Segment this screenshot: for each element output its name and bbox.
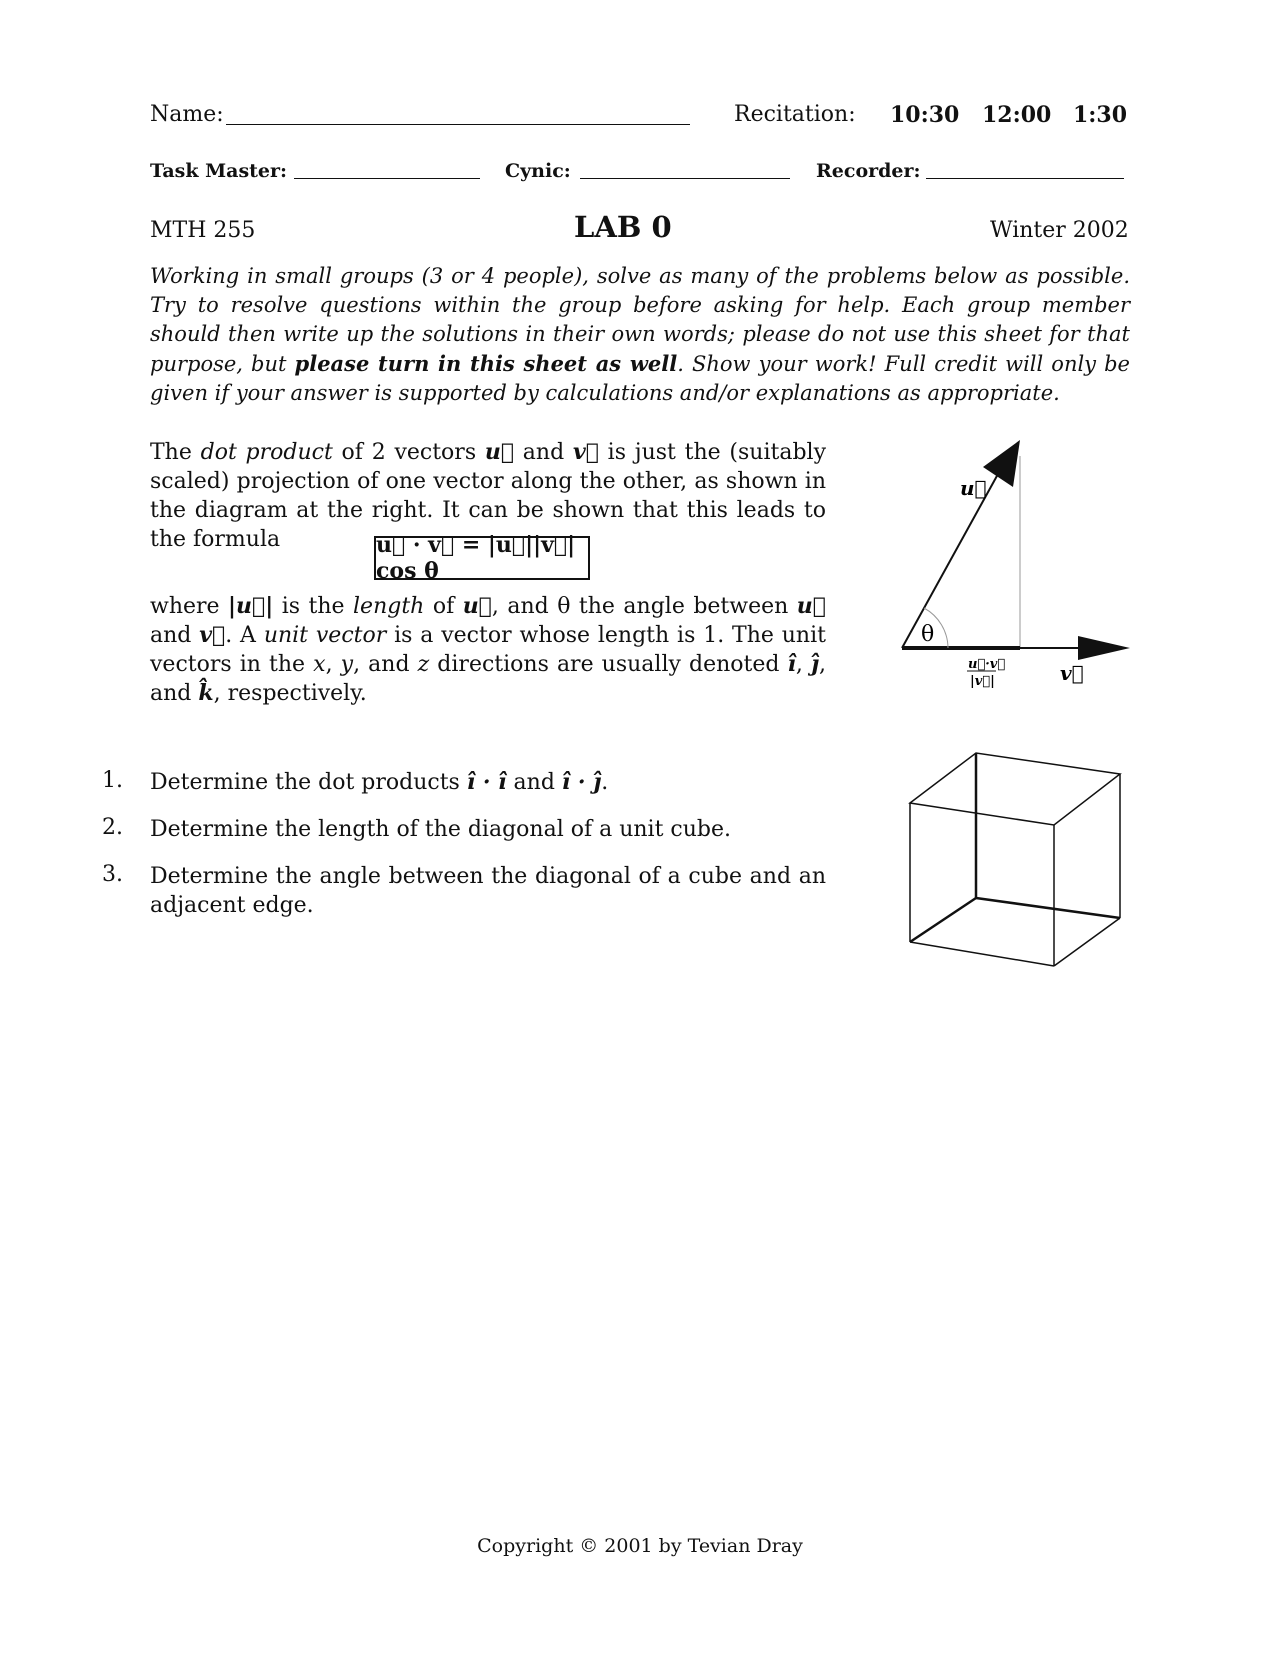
u-label: u⃗ — [960, 476, 987, 500]
j-hat: ĵ — [811, 651, 819, 677]
term: Winter 2002 — [990, 218, 1129, 243]
var-z: z — [417, 652, 430, 677]
text: and — [150, 623, 200, 648]
recorder-label: Recorder: — [816, 160, 921, 182]
question-3-number: 3. — [102, 862, 123, 887]
question-1-text: Determine the dot products — [150, 770, 467, 795]
text: where — [150, 594, 229, 619]
copyright: Copyright © 2001 by Tevian Dray — [477, 1535, 803, 1557]
vector-v: v⃗ — [199, 622, 226, 648]
vector-u: u⃗ — [484, 439, 515, 465]
instructions-text-1: Working in small groups (3 or 4 people), solve as many of the problems below as possible. Try to resolve questions within the group before asking for help. Each group member should then write up the solutions in their own words; please do not use this sheet for that purpose, but — [150, 264, 1130, 376]
text: , — [795, 652, 811, 677]
expr-i-dot-i: î · î — [466, 769, 507, 795]
question-1 — [150, 768, 826, 797]
k-hat: k̂ — [198, 680, 214, 706]
cube-edge — [910, 942, 1054, 966]
abs-u: |u⃗| — [228, 593, 274, 619]
recitation-time-130[interactable]: 1:30 — [1073, 102, 1128, 128]
question-1-number: 1. — [102, 768, 123, 793]
i-hat: î — [787, 651, 796, 677]
term-dot-product: dot product — [200, 440, 333, 465]
term-length: length — [353, 594, 425, 619]
projection-diagram — [880, 440, 1140, 690]
instructions-text-2: . Show your work! Full credit will only be given if your answer is supported by calculations and/or explanations as appropriate. — [150, 352, 1130, 405]
text: directions are usually denoted — [429, 652, 788, 677]
projection-denominator: |v⃗| — [970, 674, 995, 689]
theta-label: θ — [921, 622, 935, 647]
vector-v-arrowhead — [1078, 636, 1130, 660]
vector-v: v⃗ — [572, 439, 599, 465]
name-blank[interactable] — [226, 124, 690, 125]
cynic-label: Cynic: — [505, 160, 571, 182]
cube-diagram — [900, 748, 1130, 978]
text: is just the (suitably scaled) projection of one vector along the other, as shown in the diagram at the right. It can be shown that this leads to the formula — [150, 440, 826, 552]
question-2: Determine the length of the diagonal of a unit cube. — [150, 817, 732, 842]
expr-i-dot-j: î · ĵ — [561, 769, 602, 795]
vector-u: u⃗ — [796, 593, 826, 619]
cube-edge — [1054, 918, 1120, 966]
dot-product-formula — [374, 532, 590, 584]
recorder-blank[interactable] — [926, 178, 1124, 179]
instructions-emphasis: please turn in this sheet as well — [294, 351, 678, 376]
text: and — [514, 440, 573, 465]
text: . — [601, 770, 609, 795]
instructions — [150, 262, 1130, 408]
vector-u: u⃗ — [462, 593, 492, 619]
cube-hidden-edge — [976, 898, 1120, 918]
text: is a vector whose length is 1. The unit vectors in the — [150, 623, 826, 677]
task-master-blank[interactable] — [294, 178, 480, 179]
text: of 2 vectors — [332, 440, 485, 465]
cube-top-face — [910, 753, 1120, 825]
recitation-time-1030[interactable]: 10:30 — [890, 102, 960, 128]
var-y: y — [340, 652, 354, 677]
text: and — [506, 770, 562, 795]
unit-vector-explanation — [150, 592, 826, 708]
cube-hidden-edge — [910, 898, 976, 942]
text: , and — [150, 652, 826, 706]
text: , and — [353, 652, 418, 677]
text: . A — [225, 623, 264, 648]
cynic-blank[interactable] — [580, 178, 790, 179]
text: , and θ the angle between — [491, 594, 797, 619]
text: of — [424, 594, 463, 619]
text: , — [325, 652, 341, 677]
name-label: Name: — [150, 102, 224, 127]
question-3: Determine the angle between the diagonal of a cube and an adjacent edge. — [150, 864, 826, 918]
course-code: MTH 255 — [150, 218, 256, 243]
vector-u-arrowhead — [983, 440, 1020, 487]
vector-u-shaft — [902, 474, 998, 648]
projection-numerator: u⃗·v⃗ — [968, 657, 1006, 672]
text: , respectively. — [213, 681, 367, 706]
text: The — [150, 440, 201, 465]
v-label: v⃗ — [1060, 661, 1084, 685]
recitation-time-1200[interactable]: 12:00 — [982, 102, 1052, 128]
formula-text: u⃗ · v⃗ = |u⃗||v⃗| cos θ — [376, 532, 576, 584]
task-master-label: Task Master: — [150, 160, 288, 182]
question-2-number: 2. — [102, 815, 123, 840]
lab-title: LAB 0 — [574, 210, 672, 244]
term-unit-vector: unit vector — [263, 623, 387, 648]
recitation-label: Recitation: — [734, 102, 856, 127]
text: is the — [273, 594, 354, 619]
var-x: x — [313, 652, 326, 677]
